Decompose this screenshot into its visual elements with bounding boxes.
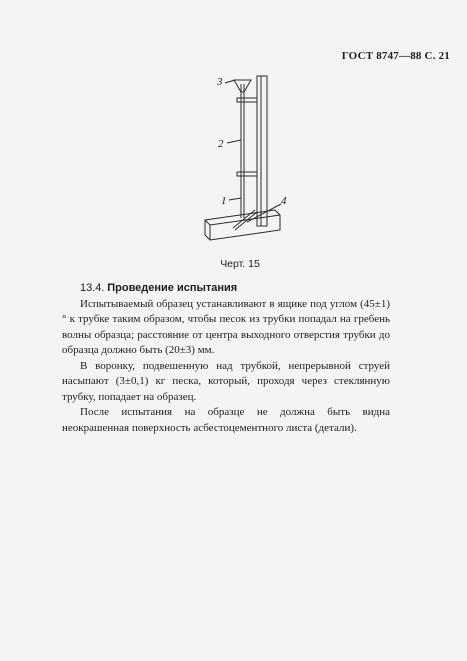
label-1: 1 (221, 195, 227, 207)
clamp-top (237, 98, 257, 102)
page-header: ГОСТ 8747—88 С. 21 (341, 50, 450, 62)
funnel (234, 80, 251, 92)
section-number: 13.4. (80, 282, 105, 294)
test-procedure-section (62, 281, 390, 436)
sample-box (205, 210, 280, 240)
label-4: 4 (281, 195, 287, 207)
leader-1 (229, 198, 241, 200)
stand-post (257, 76, 267, 226)
leader-2 (227, 140, 241, 143)
paragraph: В воронку, подвешенную над трубкой, непрерывной струей насыпают (3±0,1) кг песка, который, проходя через стеклянную трубку, попадает на образец. (62, 359, 390, 403)
leader-3 (225, 80, 235, 83)
label-2: 2 (218, 138, 224, 150)
test-apparatus-drawing (185, 70, 295, 255)
paragraph: Испытываемый образец устанавливают в ящике под углом (45±1) ° к трубке таким образом, чтобы песок из трубки попадал на гребень волны образца; расстояние от центра выходного отверстия трубки до образца должно быть (20±3) мм. (62, 297, 390, 356)
section-title: Проведение испытания (107, 282, 238, 294)
section-heading (80, 281, 390, 297)
paragraph: После испытания на образце не должна быть видна неокрашенная поверхность асбестоцементного листа (детали). (62, 406, 390, 434)
figure-caption: Черт. 15 (220, 258, 260, 270)
label-3: 3 (217, 76, 223, 88)
clamp-bottom (237, 172, 257, 176)
